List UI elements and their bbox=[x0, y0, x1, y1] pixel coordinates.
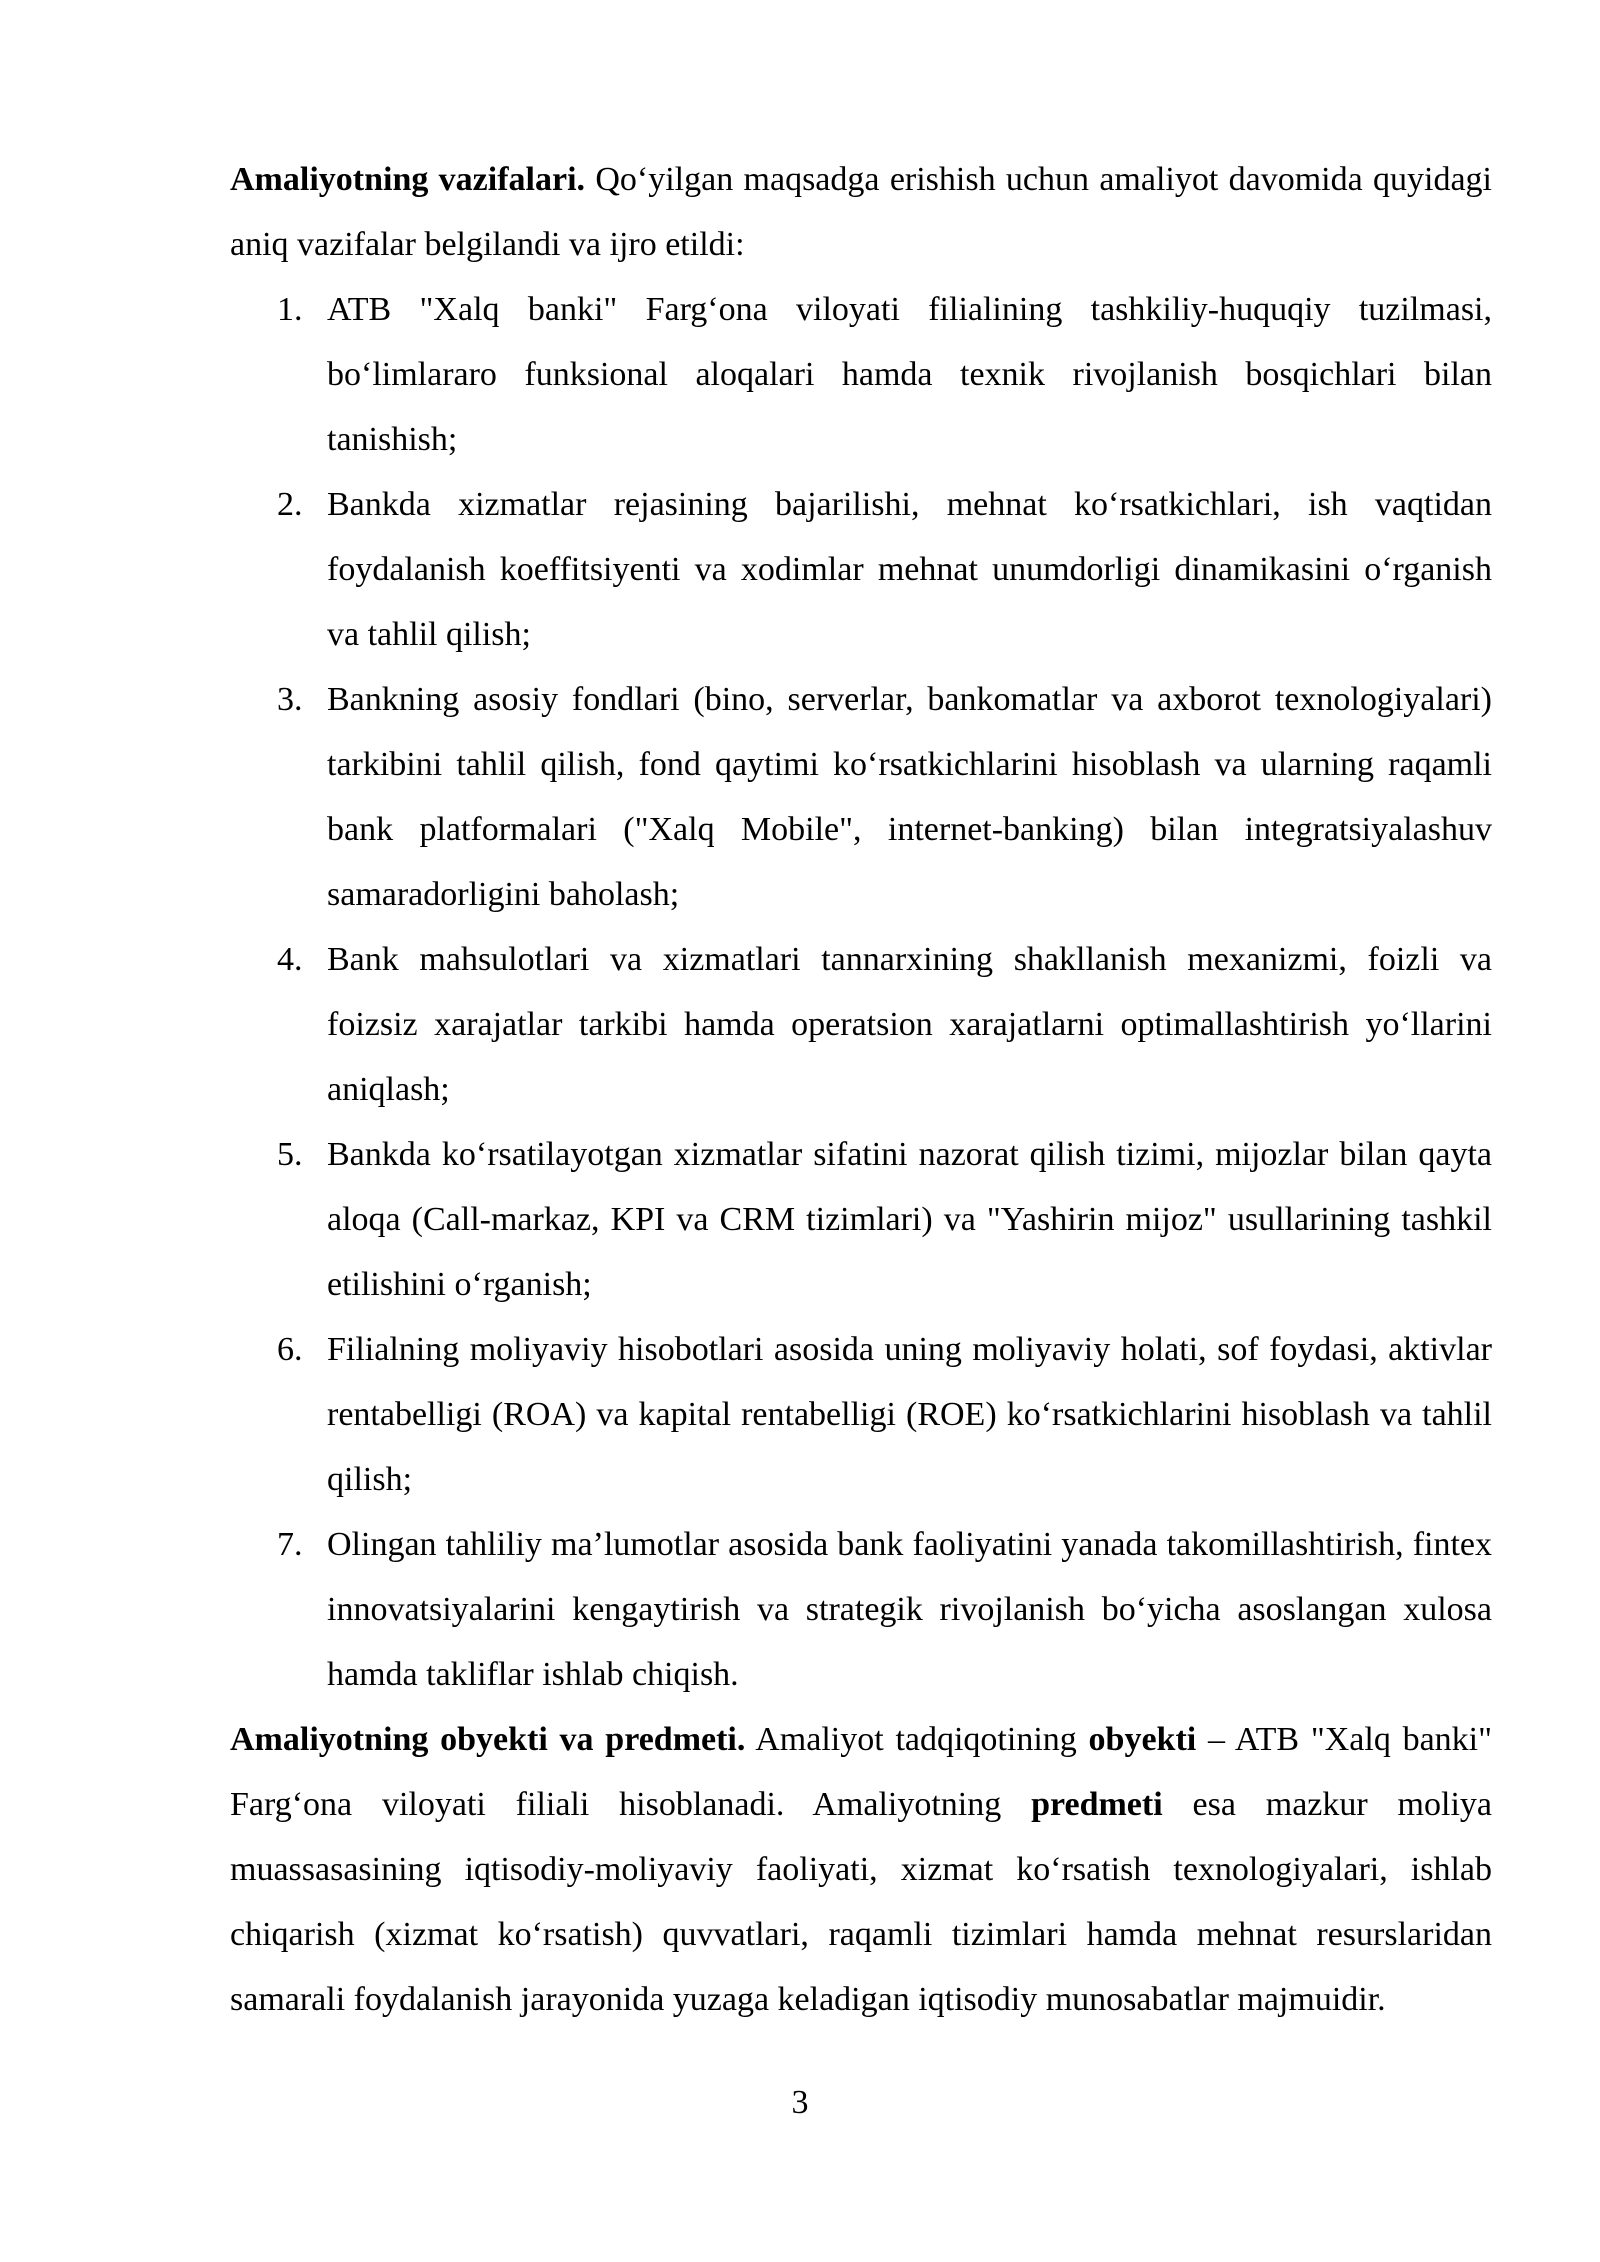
object-heading: Amaliyotning obyekti va predmeti. bbox=[230, 1721, 746, 1758]
tasks-intro-text: Qo‘yilgan maqsadga erishish uchun amaliyot davomida quyidagi aniq vazifalar belgilandi va ijro etildi: bbox=[230, 161, 1492, 263]
object-subject-paragraph bbox=[230, 1707, 1492, 2032]
tasks-intro-paragraph bbox=[230, 147, 1492, 277]
subject-term: predmeti bbox=[1031, 1786, 1163, 1823]
tasks-list bbox=[230, 277, 1492, 1707]
tasks-heading: Amaliyotning vazifalari. bbox=[230, 161, 586, 198]
list-item bbox=[230, 1122, 1492, 1317]
list-item bbox=[230, 1512, 1492, 1707]
object-text-3: esa mazkur moliya muassasasining iqtisodiy-moliyaviy faoliyati, xizmat ko‘rsatish texnologiyalari, ishlab chiqarish (xizmat ko‘rsatish) quvvatlari, raqamli tizimlari hamda mehnat resurslaridan samarali foydalanish jarayonida yuzaga keladigan iqtisodiy munosabatlar majmuidir. bbox=[230, 1786, 1492, 2018]
list-item bbox=[230, 667, 1492, 927]
list-item bbox=[230, 277, 1492, 472]
object-term: obyekti bbox=[1088, 1721, 1197, 1758]
list-item-text: Bankning asosiy fondlari (bino, serverlar, bankomatlar va axborot texnologiyalari) tarkibini tahlil qilish, fond qaytimi ko‘rsatkichlarini hisoblash va ularning raqamli bank platformalari ("Xalq Mobile", internet-banking) bilan integratsiyalashuv samaradorligini baholash; bbox=[327, 681, 1492, 913]
list-item bbox=[230, 1317, 1492, 1512]
list-item-text: Filialning moliyaviy hisobotlari asosida uning moliyaviy holati, sof foydasi, aktivlar rentabelligi (ROA) va kapital rentabelligi (ROE) ko‘rsatkichlarini hisoblash va tahlil qilish; bbox=[327, 1331, 1492, 1498]
list-item-text: ATB "Xalq banki" Farg‘ona viloyati filialining tashkiliy-huquqiy tuzilmasi, bo‘limlararo funksional aloqalari hamda texnik rivojlanish bosqichlari bilan tanishish; bbox=[327, 291, 1492, 458]
page-number: 3 bbox=[791, 2084, 809, 2121]
object-text-2: – ATB "Xalq banki" Farg‘ona viloyati filiali hisoblanadi. Amaliyotning bbox=[230, 1721, 1492, 1823]
list-item-text: Bankda xizmatlar rejasining bajarilishi, mehnat ko‘rsatkichlari, ish vaqtidan foydalanish koeffitsiyenti va xodimlar mehnat unumdorligi dinamikasini o‘rganish va tahlil qilish; bbox=[327, 486, 1492, 653]
list-item-number: 4. bbox=[277, 941, 303, 978]
list-item bbox=[230, 472, 1492, 667]
list-item-number: 5. bbox=[277, 1136, 303, 1173]
page-content bbox=[230, 147, 1492, 2032]
list-item-number: 2. bbox=[277, 486, 303, 523]
list-item-text: Olingan tahliliy ma’lumotlar asosida bank faoliyatini yanada takomillashtirish, fintex innovatsiyalarini kengaytirish va strategik rivojlanish bo‘yicha asoslangan xulosa hamda takliflar ishlab chiqish. bbox=[327, 1526, 1492, 1693]
list-item bbox=[230, 927, 1492, 1122]
list-item-number: 3. bbox=[277, 681, 303, 718]
list-item-number: 6. bbox=[277, 1331, 303, 1368]
list-item-text: Bank mahsulotlari va xizmatlari tannarxining shakllanish mexanizmi, foizli va foizsiz xarajatlar tarkibi hamda operatsion xarajatlarni optimallashtirish yo‘llarini aniqlash; bbox=[327, 941, 1492, 1108]
object-text-1: Amaliyot tadqiqotining bbox=[745, 1721, 1089, 1758]
list-item-number: 1. bbox=[277, 291, 303, 328]
list-item-number: 7. bbox=[277, 1526, 303, 1563]
list-item-text: Bankda ko‘rsatilayotgan xizmatlar sifatini nazorat qilish tizimi, mijozlar bilan qayta aloqa (Call-markaz, KPI va CRM tizimlari) va "Yashirin mijoz" usullarining tashkil etilishini o‘rganish; bbox=[327, 1136, 1492, 1303]
